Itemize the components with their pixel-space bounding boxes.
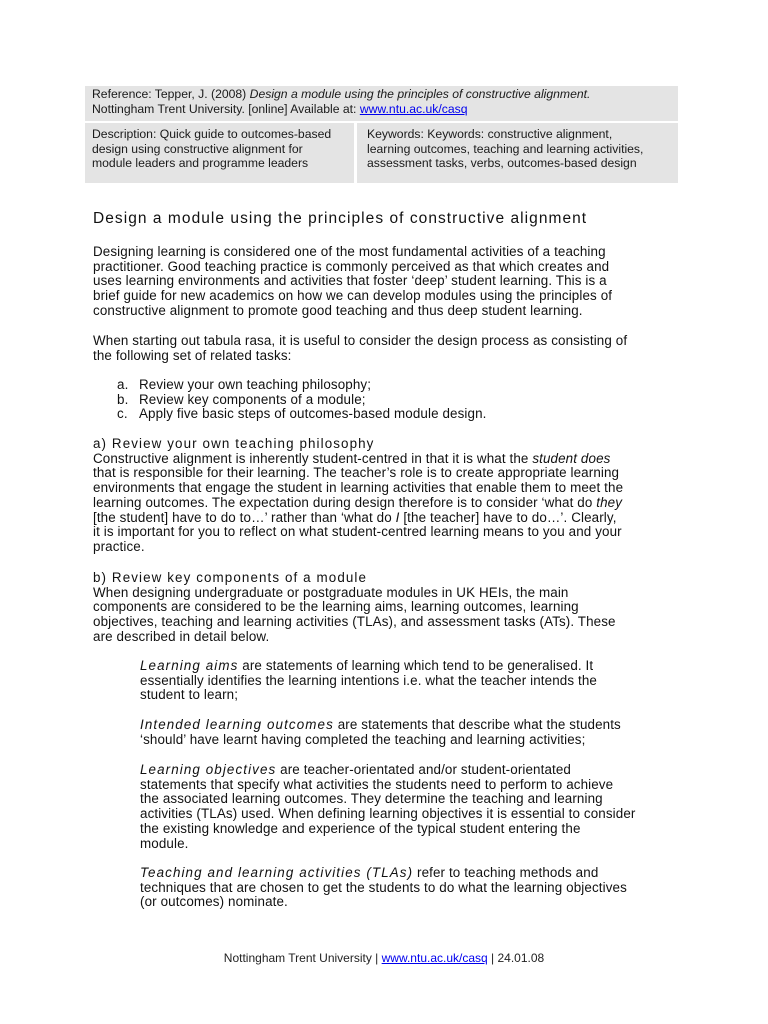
list-item [117, 378, 487, 393]
description-line: Description: Quick guide to outcomes-based [92, 127, 332, 141]
paragraph-line: constructive alignment to promote good teaching and thus deep student learning. [93, 302, 583, 318]
paragraph-line: student to learn; [140, 687, 239, 703]
list-item [117, 393, 487, 408]
definition-term: Learning objectives [140, 762, 277, 777]
document-title: Design a module using the principles of constructive alignment [93, 210, 588, 227]
paragraph-line: When starting out tabula rasa, it is useful to consider the design process as consisting of [93, 333, 628, 348]
definition-term: Learning aims [140, 658, 239, 673]
paragraph-line [93, 452, 683, 467]
paragraph-line: components are considered to be the learning aims, learning outcomes, learning [93, 599, 579, 615]
paragraph-line: brief guide for new academics on how we can develop modules using the principles of [93, 288, 613, 304]
footer-date: | 24.01.08 [487, 951, 545, 965]
list-marker: c. [117, 406, 128, 422]
emphasis: they [596, 494, 623, 510]
paragraph-line: the existing knowledge and experience of the typical student entering the [140, 820, 581, 836]
list-item-text: Review key components of a module; [139, 391, 366, 407]
keywords-line: Keywords: Keywords: constructive alignment, [367, 127, 613, 141]
section-b-heading: b) Review key components of a module [93, 570, 368, 585]
definition-term: Intended learning outcomes [140, 717, 334, 732]
emphasis: I [395, 509, 400, 525]
paragraph-line [140, 659, 685, 674]
keywords-line: learning outcomes, teaching and learning activities, [367, 141, 644, 156]
paragraph-line [140, 718, 685, 733]
text-run: [the student] have to do to…’ rather than ‘what do [93, 509, 396, 525]
definition-learning-aims [140, 659, 685, 703]
paragraph-line [93, 496, 683, 511]
reference-title: Design a module using the principles of constructive alignment. [249, 87, 591, 101]
paragraph-line: (or outcomes) nominate. [140, 894, 288, 910]
paragraph-line [140, 763, 685, 778]
paragraph-line: essentially identifies the learning intentions i.e. what the teacher intends the [140, 672, 597, 688]
intro-paragraph [93, 245, 683, 319]
paragraph-line: When designing undergraduate or postgraduate modules in UK HEIs, the main [93, 584, 569, 600]
footer-link[interactable]: www.ntu.ac.uk/casq [381, 951, 488, 965]
reference-description [92, 127, 354, 171]
paragraph-line [93, 511, 683, 526]
paragraph-line: objectives, teaching and learning activities (TLAs), and assessment tasks (ATs). These [93, 614, 616, 630]
reference-box [85, 86, 678, 183]
text-run: Constructive alignment is inherently student-centred in that it is what the [93, 450, 533, 466]
text-run: refer to teaching methods and [413, 865, 599, 880]
reference-citation [92, 87, 672, 123]
paragraph-line: activities (TLAs) used. When defining learning objectives it is essential to consider [140, 806, 636, 822]
definition-learning-objectives [140, 763, 685, 851]
section-a-heading: a) Review your own teaching philosophy [93, 436, 375, 451]
text-run: are teacher-orientated and/or student-orientated [276, 762, 572, 777]
task-list [117, 378, 487, 422]
paragraph-line: ‘should’ have learnt having completed the teaching and learning activities; [140, 731, 586, 747]
list-marker: a. [117, 377, 129, 392]
list-item [117, 407, 487, 422]
emphasis: student does [532, 450, 611, 466]
reference-details [85, 122, 678, 183]
reference-line2-prefix: Nottingham Trent University. [online] Available at: [92, 101, 360, 116]
keywords-line: assessment tasks, verbs, outcomes-based design [367, 156, 637, 170]
reference-line1-prefix: Reference: Tepper, J. (2008) [92, 87, 250, 101]
paragraph-line: it is important for you to reflect on what student-centred learning means to you and your [93, 524, 622, 540]
text-run: learning outcomes. The expectation during design therefore is to consider ‘what do [93, 494, 597, 510]
list-item-text: Apply five basic steps of outcomes-based module design. [139, 406, 487, 422]
definition-intended-learning-outcomes [140, 718, 685, 747]
paragraph-line: the following set of related tasks: [93, 347, 292, 363]
tasks-intro-paragraph [93, 334, 683, 363]
paragraph-line: practice. [93, 538, 145, 554]
paragraph-line: the associated learning outcomes. They determine the teaching and learning [140, 791, 603, 807]
paragraph-line: statements that specify what activities the students need to perform to achieve [140, 776, 614, 792]
text-run: [the teacher] have to do…’. Clearly, [399, 509, 617, 525]
footer-org: Nottingham Trent University | [223, 951, 382, 965]
page-footer [0, 951, 768, 965]
paragraph-line: uses learning environments and activities that foster ‘deep’ student learning. This is a [93, 273, 607, 289]
definition-term: Teaching and learning activities (TLAs) [140, 865, 414, 880]
paragraph-line: techniques that are chosen to get the students to do what the learning objectives [140, 879, 627, 895]
paragraph-line [140, 866, 685, 881]
list-marker: b. [117, 391, 129, 407]
paragraph-line: that is responsible for their learning. The teacher’s role is to create appropriate learning [93, 465, 620, 481]
reference-keywords [367, 127, 673, 171]
paragraph-line: module. [140, 835, 189, 851]
section-b [93, 571, 683, 645]
text-run: are statements of learning which tend to be generalised. It [238, 658, 594, 673]
reference-link[interactable]: www.ntu.ac.uk/casq [359, 101, 468, 116]
section-a [93, 437, 683, 555]
paragraph-line: environments that engage the student in learning activities that enable them to meet the [93, 480, 624, 496]
description-line: design using constructive alignment for [92, 141, 303, 156]
paragraph-line: are described in detail below. [93, 628, 270, 644]
definition-teaching-learning-activities [140, 866, 685, 910]
paragraph-line: Designing learning is considered one of the most fundamental activities of a teaching [93, 244, 606, 259]
paragraph-line: practitioner. Good teaching practice is commonly perceived as that which creates and [93, 258, 610, 274]
description-line: module leaders and programme leaders [92, 156, 309, 170]
text-run: are statements that describe what the students [333, 717, 621, 732]
list-item-text: Review your own teaching philosophy; [139, 377, 372, 392]
